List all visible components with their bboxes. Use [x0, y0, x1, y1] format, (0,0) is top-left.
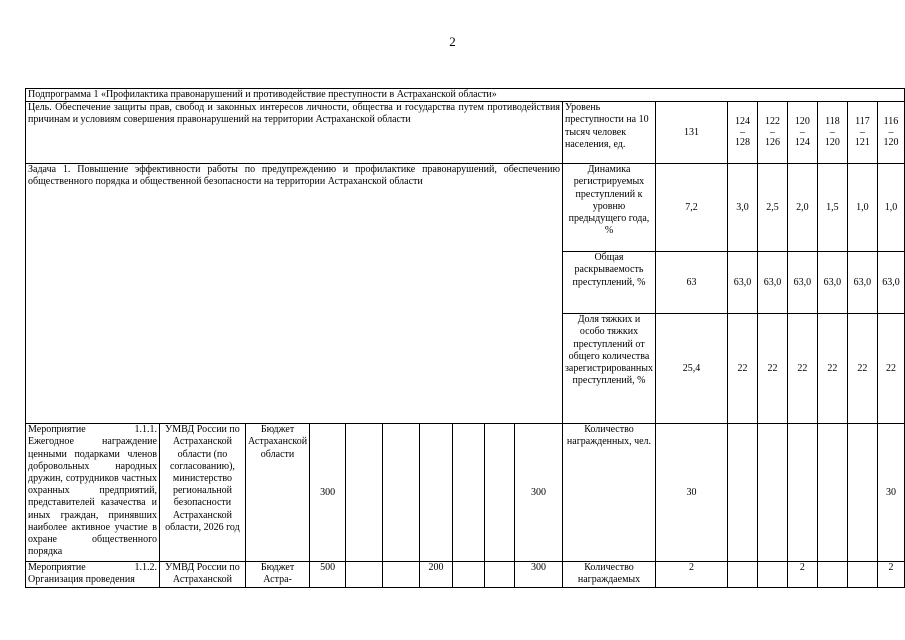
- measure-funding-year: [383, 424, 420, 562]
- measure-funding-year: 300: [515, 562, 563, 588]
- goal-year-value: 120 – 124: [787, 102, 817, 164]
- measure-funding-source: Бюджет Астраханской области: [245, 424, 309, 562]
- measure-indicator-value: [817, 424, 847, 562]
- task-indicator-value: 22: [757, 314, 787, 424]
- goal-year-value: 122 – 126: [757, 102, 787, 164]
- measure-name: Мероприятие 1.1.2. Организация проведения: [26, 562, 160, 588]
- measure-indicator-value: [847, 562, 877, 588]
- measure-funding-year: [346, 424, 383, 562]
- measure-executor: УМВД России по Астраханской: [159, 562, 245, 588]
- task-indicator-value: 1,0: [877, 164, 904, 252]
- measure-name: Мероприятие 1.1.1. Ежегодное награждение ценными подарками членов добровольных народных дружин, сотрудников частных охранных предприятий, представителей казачества и иных граждан, принявших наиболее активное участие в охране общественного порядка: [26, 424, 160, 562]
- measure-indicator-value: [757, 424, 787, 562]
- measure-indicator-base: 2: [656, 562, 728, 588]
- measure-indicator-value: [757, 562, 787, 588]
- task-indicator-value: 22: [847, 314, 877, 424]
- task-indicator-name: Общая раскрываемость преступлений, %: [562, 252, 655, 314]
- measure-indicator-value: 30: [877, 424, 904, 562]
- task-indicator-base: 25,4: [656, 314, 728, 424]
- measure-indicator: Количество награжденных, чел.: [562, 424, 655, 562]
- task-indicator-value: 22: [787, 314, 817, 424]
- goal-row: [26, 102, 905, 164]
- measure-indicator-value: [817, 562, 847, 588]
- task-text: Задача 1. Повышение эффективности работы по предупреждению и профилактике правонарушений, обеспечению общественного порядка и общественной безопасности на территории Астраханской области: [26, 164, 563, 424]
- measure-indicator-value: [727, 424, 757, 562]
- measure-funding-year: [453, 562, 485, 588]
- measure-indicator-value: 2: [787, 562, 817, 588]
- measure-indicator-value: [787, 424, 817, 562]
- task-indicator-name: Динамика регистрируемых преступлений к уровню предыдущего года, %: [562, 164, 655, 252]
- subprogram-title: Подпрограмма 1 «Профилактика правонарушений и противодействие преступности в Астраханской области»: [26, 89, 905, 102]
- measure-row: [26, 562, 905, 588]
- measure-indicator-value: [727, 562, 757, 588]
- task-indicator-value: 3,0: [727, 164, 757, 252]
- measure-funding-year: [485, 562, 515, 588]
- task-indicator-value: 22: [877, 314, 904, 424]
- task-indicator-value: 63,0: [847, 252, 877, 314]
- measure-funding-year: 300: [515, 424, 563, 562]
- measure-row: [26, 424, 905, 562]
- measure-indicator: Количество награждаемых: [562, 562, 655, 588]
- subprogram-title-row: [26, 89, 905, 102]
- task-indicator-value: 22: [727, 314, 757, 424]
- measure-funding-total: 300: [310, 424, 346, 562]
- measure-funding-year: [346, 562, 383, 588]
- task-indicator-value: 63,0: [727, 252, 757, 314]
- task-indicator-row: [26, 164, 905, 252]
- measure-indicator-value: [847, 424, 877, 562]
- task-indicator-value: 1,5: [817, 164, 847, 252]
- goal-indicator: Уровень преступности на 10 тысяч человек населения, ед.: [562, 102, 655, 164]
- task-indicator-value: 63,0: [757, 252, 787, 314]
- task-indicator-name: Доля тяжких и особо тяжких преступлений от общего количества зарегистрированных преступлений, %: [562, 314, 655, 424]
- measure-indicator-value: 2: [877, 562, 904, 588]
- task-indicator-value: 22: [817, 314, 847, 424]
- goal-year-value: 116 – 120: [877, 102, 904, 164]
- goal-base-value: 131: [656, 102, 728, 164]
- task-indicator-value: 2,0: [787, 164, 817, 252]
- goal-year-value: 117 – 121: [847, 102, 877, 164]
- measure-funding-year: [485, 424, 515, 562]
- measure-funding-year: [453, 424, 485, 562]
- measure-funding-source: Бюджет Астра-: [245, 562, 309, 588]
- goal-text: Цель. Обеспечение защиты прав, свобод и законных интересов личности, общества и государства путем противодействия причинам и условиям совершения правонарушений на территории Астраханской области: [26, 102, 563, 164]
- goal-year-value: 118 – 120: [817, 102, 847, 164]
- task-indicator-value: 2,5: [757, 164, 787, 252]
- measure-funding-year: [420, 424, 453, 562]
- measure-indicator-base: 30: [656, 424, 728, 562]
- subprogram-table: [25, 88, 905, 588]
- measure-funding-year: 200: [420, 562, 453, 588]
- page-number: 2: [449, 34, 456, 49]
- task-indicator-value: 1,0: [847, 164, 877, 252]
- task-indicator-value: 63,0: [877, 252, 904, 314]
- task-indicator-value: 63,0: [817, 252, 847, 314]
- measure-executor: УМВД России по Астраханской области (по согласованию), министерство региональной безопасности Астраханской области, 2026 год: [159, 424, 245, 562]
- task-indicator-base: 7,2: [656, 164, 728, 252]
- measure-funding-total: 500: [310, 562, 346, 588]
- measure-funding-year: [383, 562, 420, 588]
- task-indicator-value: 63,0: [787, 252, 817, 314]
- goal-year-value: 124 – 128: [727, 102, 757, 164]
- task-indicator-base: 63: [656, 252, 728, 314]
